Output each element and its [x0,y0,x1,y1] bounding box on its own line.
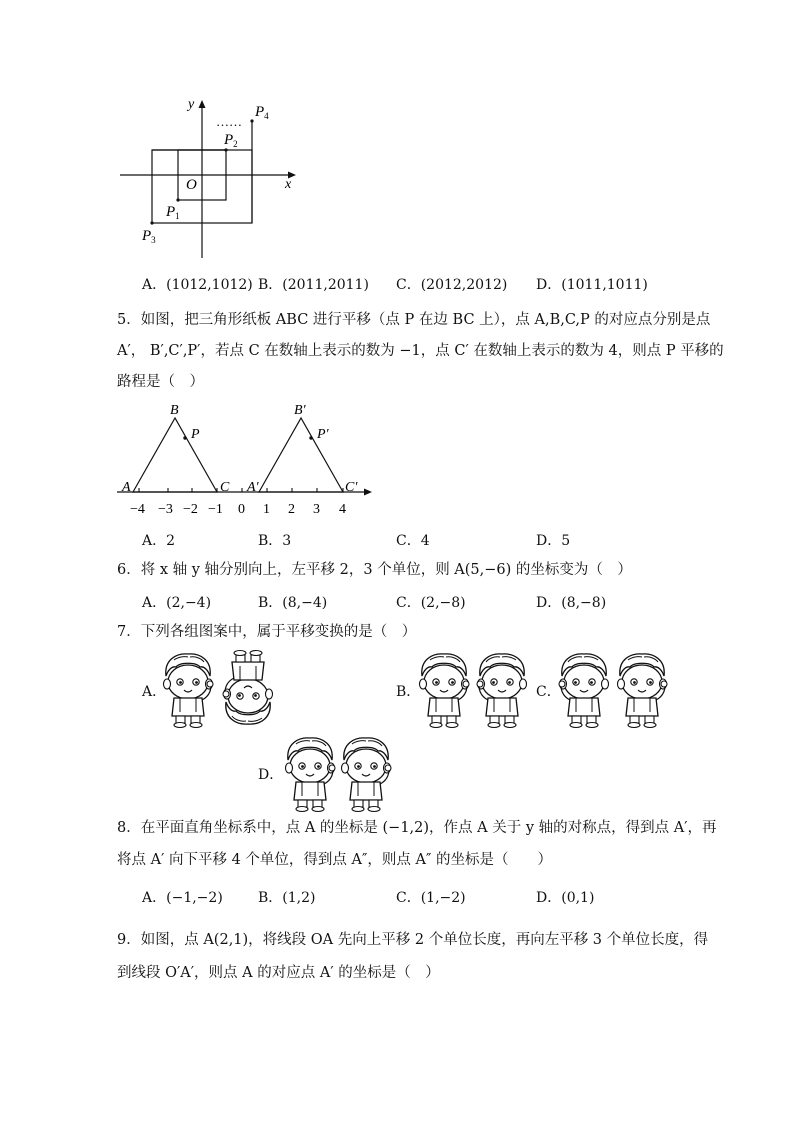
point-p1 [176,198,179,201]
option-value: (2012,2012) [420,277,508,293]
option-value: (8,−4) [282,595,328,611]
tick-label: −2 [183,502,198,517]
option-letter: D． [536,277,562,293]
q7-option-a-image[interactable] [160,648,290,732]
option-letter: A． [142,595,167,611]
cartoon-boy-icon [164,654,214,728]
cartoon-boy-icon [618,654,668,728]
q7-option-d-label[interactable]: D． [258,767,284,783]
q8-option-b[interactable] [258,887,316,907]
number-line-arrow [364,489,372,496]
cartoon-boy-mirrored-icon [559,654,609,728]
q4-option-b[interactable] [258,274,369,294]
option-value: (1,−2) [420,890,466,906]
option-letter: B． [258,533,283,549]
dots-label: …… [216,114,242,129]
option-value: (1012,1012) [166,277,253,293]
q7-option-b-image[interactable] [414,648,534,732]
option-value: (2,−4) [166,595,212,611]
label-a-prime: A′ [247,480,259,495]
tick-label: 0 [238,502,245,517]
q5-text-line3: 路程是（ ） [117,374,204,390]
option-value: 4 [420,533,430,549]
option-letter: B． [258,890,283,906]
option-value: (8,−8) [561,595,607,611]
q5-option-a[interactable] [142,530,175,550]
label-c-prime: C′ [345,480,358,495]
option-value: (0,1) [561,890,595,906]
origin-label: O [186,177,197,193]
q8-option-d[interactable] [536,887,594,907]
q9-text-line1: 9．如图，点 A(2,1)，将线段 OA 先向上平移 2 个单位长度，再向左平移 3 个单位长度，得 [117,932,709,948]
triangle-abc-prime [259,418,343,492]
option-letter: D． [536,595,562,611]
q8-option-c[interactable] [396,887,466,907]
option-value: 5 [561,533,571,549]
point-p-prime [309,436,312,439]
q7-option-a-label[interactable]: A． [142,684,167,700]
option-value: (−1,−2) [166,890,223,906]
q5-option-b[interactable] [258,530,291,550]
tick-label: −1 [208,502,223,517]
q6-option-d[interactable] [536,592,606,612]
option-letter: C． [396,277,421,293]
point-p4 [250,119,253,122]
q9-text-line2: 到线段 O′A′，则点 A 的对应点 A′ 的坐标是（ ） [117,965,440,981]
tick-label: 2 [288,502,295,517]
label-p-prime: P′ [317,427,329,442]
tick-label: −3 [158,502,173,517]
tick-label: 1 [263,502,270,517]
label-c: C [220,480,230,495]
y-axis-label: y [188,97,195,112]
cartoon-boy-icon [342,738,392,812]
q5-text-line2: A′， B′,C′,P′，若点 C 在数轴上表示的数为 −1，点 C′ 在数轴上表示的数为 4，则点 P 平移的 [117,343,724,359]
q5-option-c[interactable] [396,530,430,550]
option-letter: C． [396,890,421,906]
option-letter: A． [142,533,167,549]
option-letter: B． [258,277,283,293]
q6-text: 6．将 x 轴 y 轴分别向上，左平移 2，3 个单位，则 A(5,−6) 的坐标变为（ ） [117,562,632,578]
q5-text-line1: 5．如图，把三角形纸板 ABC 进行平移（点 P 在边 BC 上），点 A,B,C,P 的对应点分别是点 [117,312,711,328]
option-value: 3 [282,533,292,549]
label-b: B [170,403,179,418]
tick-label: 4 [339,502,346,517]
p2-label: $P_2$ [224,132,238,149]
cartoon-boy-icon [420,654,470,728]
cartoon-boy-rotated-icon [223,651,273,725]
q4-coordinate-figure [110,90,310,265]
q4-option-c[interactable] [396,274,507,294]
q7-option-c-label[interactable]: C． [536,684,561,700]
cartoon-boy-icon [286,738,336,812]
option-letter: C． [396,533,421,549]
x-axis-label: x [285,177,292,192]
cartoon-boy-mirrored-icon [477,654,527,728]
option-letter: D． [536,890,562,906]
point-p [183,436,186,439]
option-value: (1,2) [282,890,316,906]
q5-option-d[interactable] [536,530,570,550]
option-letter: C． [396,595,421,611]
q4-option-a[interactable] [142,274,253,294]
q6-option-a[interactable] [142,592,211,612]
q8-text-line2: 将点 A′ 向下平移 4 个单位，得到点 A″，则点 A″ 的坐标是（ ） [117,852,553,868]
option-letter: A． [142,890,167,906]
point-p2 [224,148,227,151]
q7-option-c-image[interactable] [554,648,674,732]
point-p3 [150,221,153,224]
tick-marks [139,488,343,492]
triangle-abc [133,418,217,492]
p4-label: $P_4$ [255,104,269,121]
option-letter: B． [258,595,283,611]
q8-option-a[interactable] [142,887,223,907]
option-value: (1011,1011) [561,277,648,293]
q6-option-c[interactable] [396,592,466,612]
p1-label: $P_1$ [166,204,180,221]
q7-option-d-image[interactable] [280,732,400,816]
option-value: (2011,2011) [282,277,369,293]
tick-label: 3 [313,502,320,517]
label-b-prime: B′ [294,403,306,418]
option-value: (2,−8) [420,595,466,611]
y-axis-arrow [199,100,206,108]
q6-option-b[interactable] [258,592,327,612]
q5-number-line-figure [112,396,382,521]
q7-option-b-label[interactable]: B． [396,684,421,700]
q4-option-d[interactable] [536,274,648,294]
tick-label: −4 [130,502,145,517]
p3-label: $P_3$ [142,228,156,245]
option-letter: A． [142,277,167,293]
label-a: A [122,480,131,495]
label-p: P [191,427,200,442]
q8-text-line1: 8．在平面直角坐标系中，点 A 的坐标是 (−1,2)，作点 A 关于 y 轴的对称点，得到点 A′，再 [117,820,717,836]
q7-text: 7．下列各组图案中，属于平移变换的是（ ） [117,624,417,640]
option-value: 2 [166,533,176,549]
option-letter: D． [536,533,562,549]
